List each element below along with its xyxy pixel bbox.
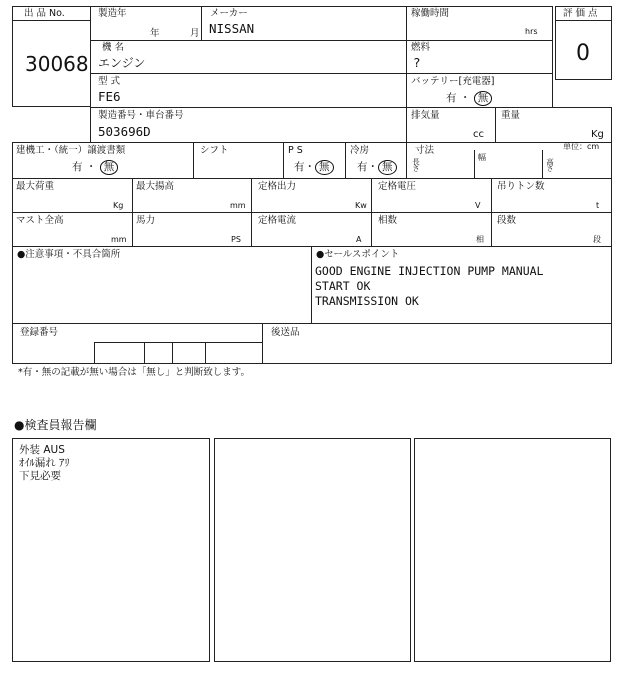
model-type-value: FE6 [98,89,121,104]
maker-value: NISSAN [209,21,255,36]
stages-label: 段数 [497,215,517,226]
year-unit: 年 [150,28,160,39]
inspector-box-2 [214,438,411,662]
mast-height-label: マスト全高 [16,215,64,226]
phases-label: 相数 [378,215,398,226]
dimensions-length: 長さ [411,158,421,171]
inspector-line-1: 外装 AUS [19,444,65,456]
ps-choice [294,160,334,175]
registration-cell-divider-3 [172,342,173,363]
ps-no-circled: 無 [315,160,334,175]
inspector-box-3 [414,438,611,662]
model-type-label: 型 式 [98,76,121,87]
rated-output-label: 定格出力 [258,181,297,192]
dimensions-divider-1 [474,150,475,178]
battery-label: バッテリー[充電器] [411,76,495,87]
rated-current-unit: A [356,235,362,244]
battery-yes: 有 [446,92,457,104]
rated-output-unit: Kw [355,201,367,210]
mfg-year-label: 製造年 [98,8,127,19]
horsepower-unit: PS [231,235,241,244]
serial-value: 503696D [98,124,151,139]
max-load-label: 最大荷重 [16,181,55,192]
dimensions-width: 幅 [478,153,486,162]
model-type-box [90,73,407,108]
dimensions-unit-note: 単位：cm [563,142,600,151]
rated-voltage-unit: V [475,201,481,210]
lot-number-value: 30068 [25,52,89,76]
inspector-label: ●検査員報告欄 [14,418,97,432]
ps-label: P S [288,145,303,156]
phases-unit: 相 [476,235,484,244]
hours-label: 稼働時間 [411,8,450,19]
fuel-label: 燃料 [411,42,431,53]
registration-cell-top [94,342,263,343]
hours-unit: hrs [525,27,538,36]
dimensions-label: 寸法 [415,145,435,156]
weight-label: 重量 [501,110,521,121]
dimensions-divider-2 [542,150,543,178]
lot-number-label: 出 品 No. [24,8,65,19]
inspector-line-2: ｵｲﾙ漏れ ｱﾘ [19,457,70,469]
rated-voltage-label: 定格電圧 [378,181,417,192]
cooling-sep: ・ [367,161,378,173]
rating-value: 0 [576,41,590,66]
sales-point-line-3: TRANSMISSION OK [315,294,419,308]
max-load-unit: Kg [113,201,124,210]
fuel-value: ? [413,55,421,70]
model-name-value: エンジン [98,56,146,70]
transfer-doc-yes: 有 [72,161,83,173]
dimensions-height: 高さ [545,158,555,171]
maker-label: メーカー [210,8,248,19]
shipping-label: 後送品 [271,327,300,338]
shift-label: シフト [200,145,229,156]
battery-sep: ・ [459,92,471,104]
transfer-doc-no-circled: 無 [100,160,119,175]
cooling-choice [357,160,397,175]
cooling-yes: 有 [357,161,368,173]
sales-point-line-1: GOOD ENGINE INJECTION PUMP MANUAL [315,264,544,278]
battery-choice [446,91,492,106]
rating-label: 評 価 点 [563,8,598,19]
cooling-no-circled: 無 [378,160,397,175]
shipping-box [262,323,612,364]
serial-label: 製造番号・車台番号 [98,110,184,121]
weight-unit: Kg [591,129,604,140]
footnote: *有・無の記載が無い場合は「無し」と判断致します。 [18,367,250,378]
rated-current-label: 定格電流 [258,215,297,226]
horsepower-label: 馬力 [136,215,156,226]
inspector-line-3: 下見必要 [19,470,61,482]
transfer-doc-label: 建機工・（統一）譲渡書類 [16,145,126,156]
lift-tons-unit: t [596,201,600,210]
ps-sep: ・ [304,161,315,173]
mast-height-unit: mm [111,235,127,244]
model-name-label: 機 名 [102,42,125,53]
sales-points-label: ●セールスポイント [316,249,400,260]
registration-label: 登録番号 [20,327,59,338]
transfer-doc-sep: ・ [85,161,97,173]
ps-yes: 有 [294,161,305,173]
battery-no-circled: 無 [474,91,493,106]
displacement-unit: cc [473,129,484,140]
sales-point-line-2: START OK [315,279,371,293]
notes-label: ●注意事項・不具合箇所 [17,249,121,260]
displacement-label: 排気量 [411,110,440,121]
month-unit: 月 [190,28,200,39]
stages-unit: 段 [593,235,601,244]
registration-cell-divider-4 [205,342,206,363]
max-lift-label: 最大揚高 [136,181,175,192]
max-lift-unit: mm [230,201,246,210]
registration-cell-divider-2 [144,342,145,363]
transfer-doc-choice [72,160,118,175]
registration-cell-divider-1 [94,342,95,363]
lift-tons-label: 吊りトン数 [497,181,545,192]
cooling-label: 冷房 [350,145,370,156]
